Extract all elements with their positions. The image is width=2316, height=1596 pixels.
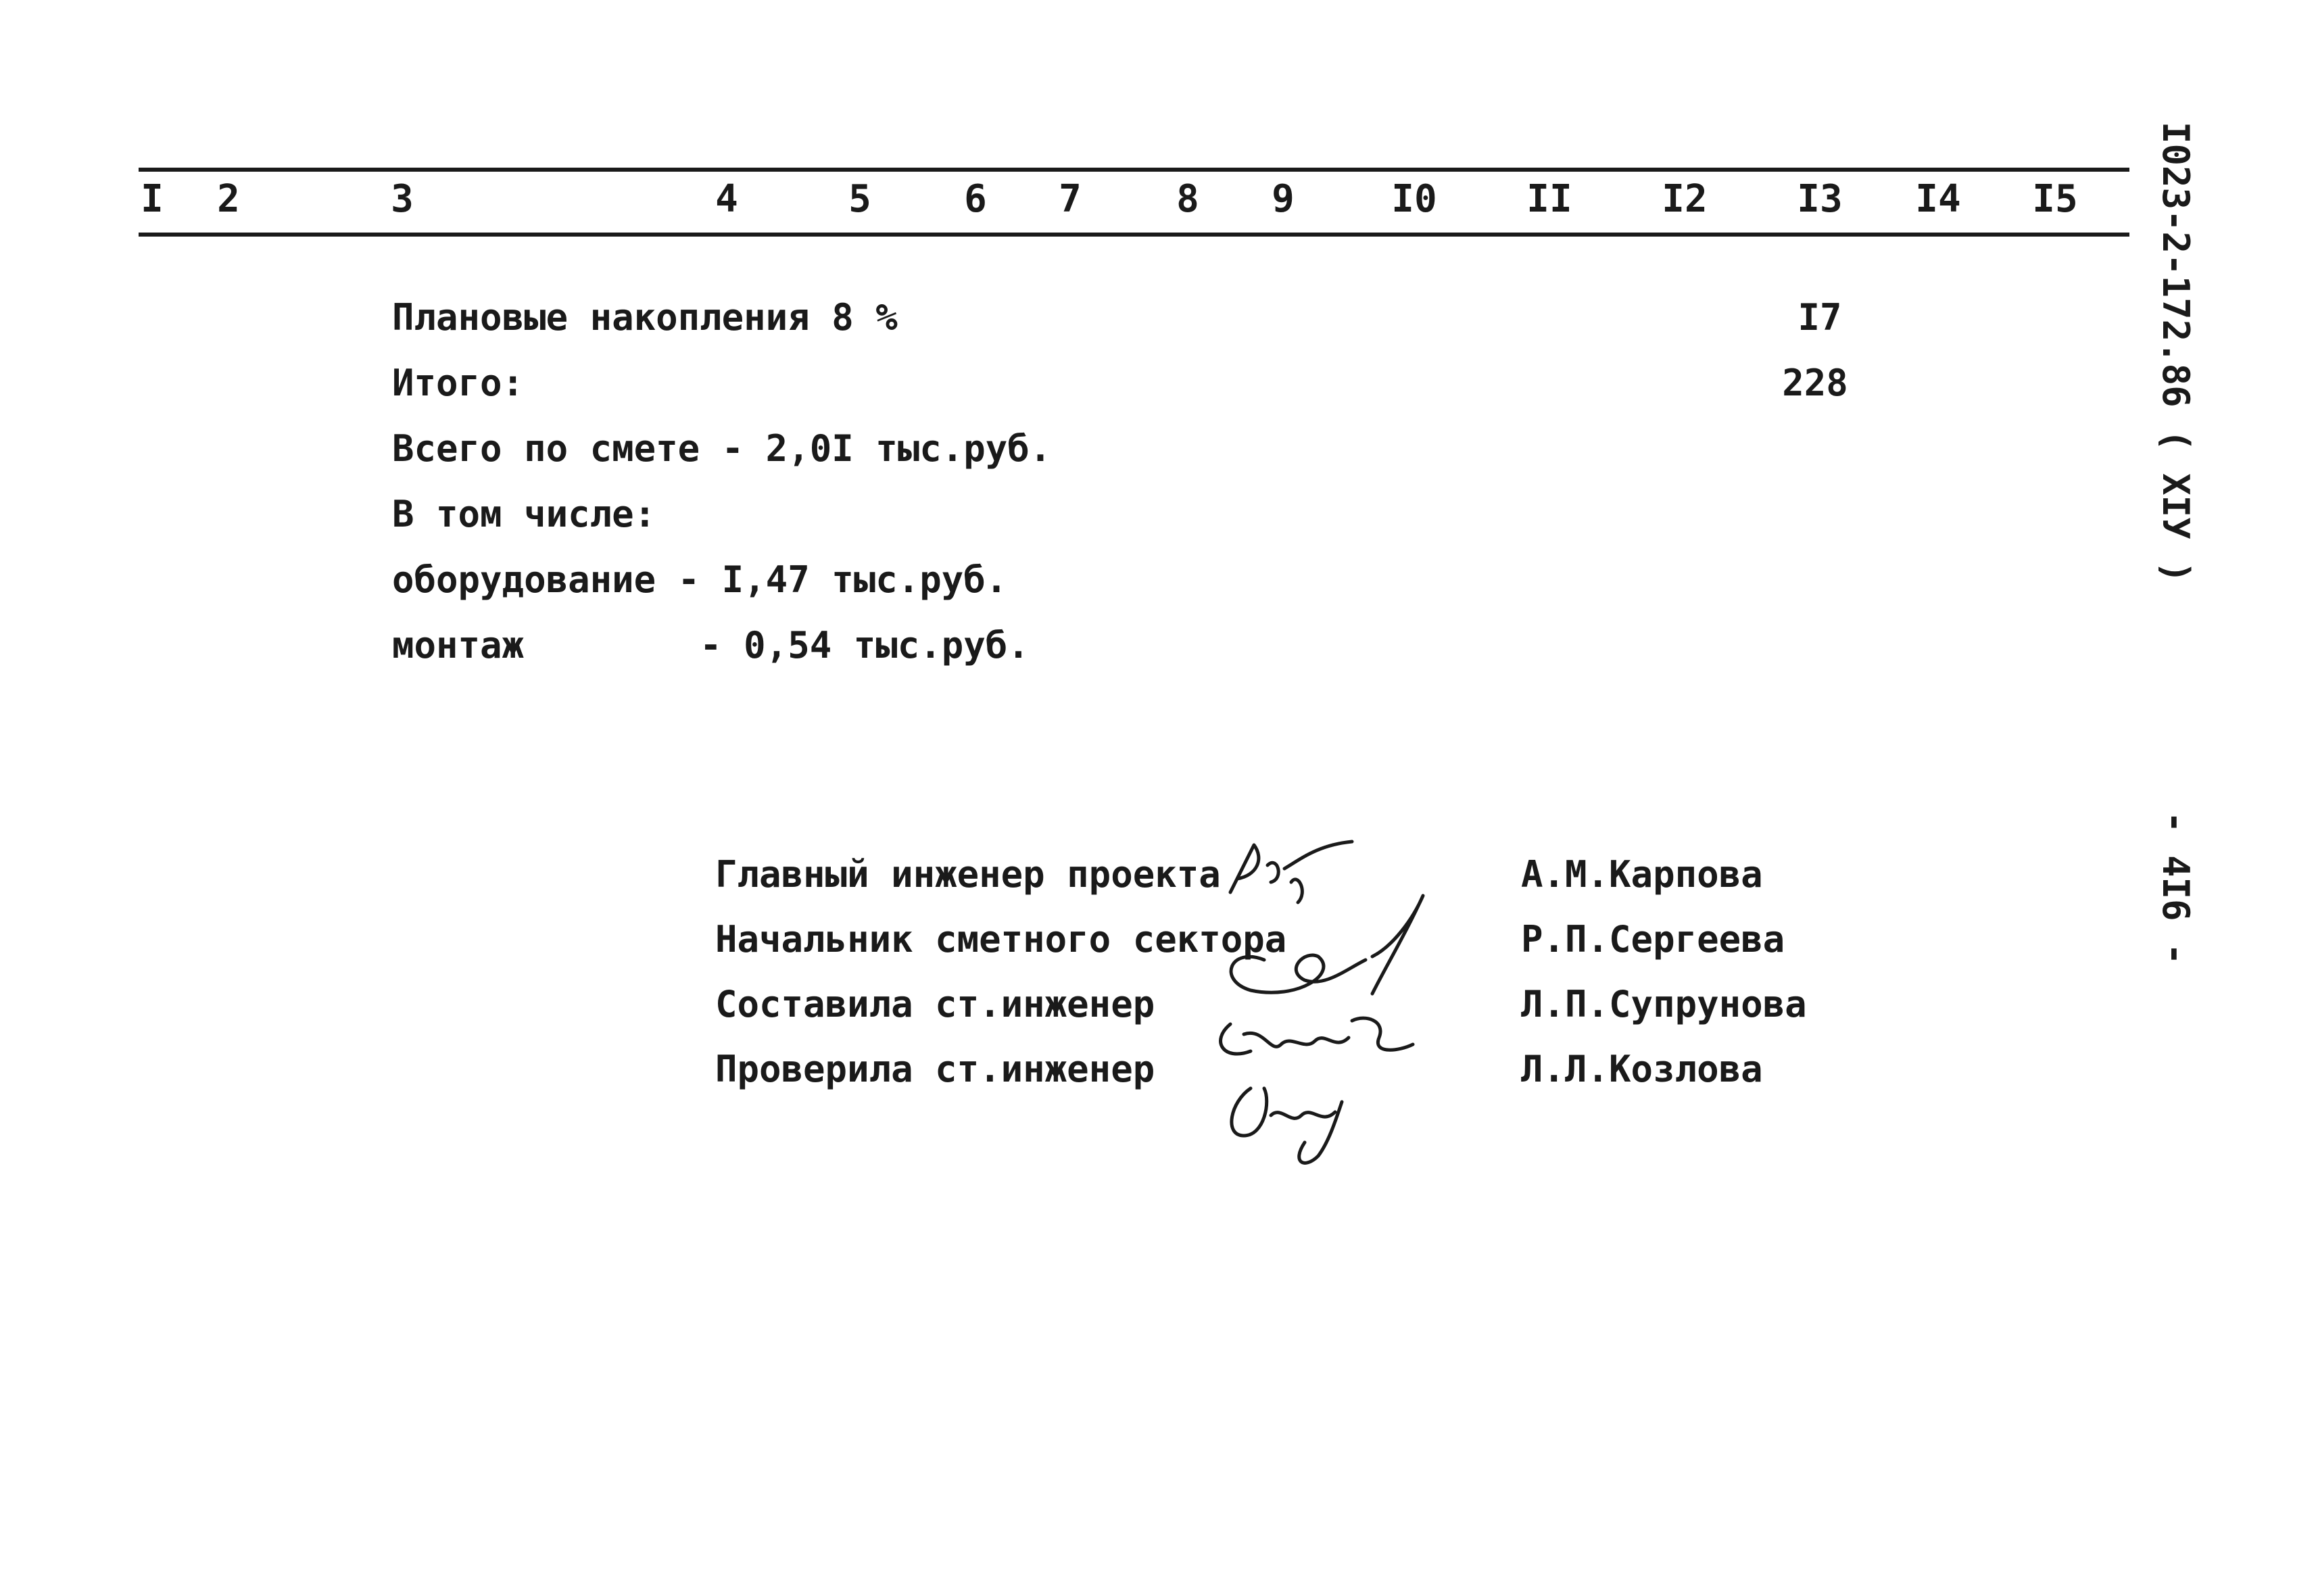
signature-karpova	[1230, 842, 1352, 902]
summary-line-total: Итого:	[392, 362, 525, 404]
signatory-name: Л.Л.Козлова	[1521, 1048, 1763, 1090]
signatory-role: Проверила ст.инженер	[715, 1048, 1155, 1090]
column-number: 3	[391, 177, 414, 221]
column-number: 8	[1176, 177, 1199, 221]
signatory-name: А.М.Карпова	[1521, 853, 1763, 896]
column-number: I0	[1391, 177, 1437, 221]
column-number: I	[141, 177, 164, 221]
signature-sergeeva	[1231, 896, 1423, 994]
signatory-role: Главный инженер проекта	[715, 853, 1221, 896]
handwritten-signatures	[1190, 818, 1514, 1169]
column-number: 6	[964, 177, 987, 221]
column-number: I3	[1797, 177, 1843, 221]
column-number: 2	[217, 177, 240, 221]
column-number: I2	[1662, 177, 1708, 221]
signatory-role: Составила ст.инженер	[715, 983, 1155, 1025]
column-number: 7	[1059, 177, 1082, 221]
signature-suprunova	[1221, 1018, 1413, 1054]
summary-value: 228	[1782, 362, 1848, 404]
column-number: 4	[715, 177, 738, 221]
signatory-name: Р.П.Сергеева	[1521, 918, 1785, 961]
summary-line-installation: монтаж - 0,54 тыс.руб.	[392, 624, 1030, 667]
column-number: I5	[2032, 177, 2078, 221]
column-number: II	[1526, 177, 1572, 221]
summary-line-equipment: оборудование - I,47 тыс.руб.	[392, 558, 1008, 601]
signatory-name: Л.П.Супрунова	[1521, 983, 1807, 1025]
signature-kozlova	[1232, 1088, 1342, 1163]
signatory-role: Начальник сметного сектора	[715, 918, 1287, 961]
table-bottom-rule	[139, 233, 2129, 237]
column-number: I4	[1915, 177, 1961, 221]
page-number: - 4I6 -	[2154, 811, 2197, 965]
summary-value: I7	[1798, 296, 1842, 339]
summary-line-grand-total: Всего по смете - 2,0I тыс.руб.	[392, 427, 1052, 470]
table-top-rule	[139, 168, 2129, 172]
document-code: I023-2-172.86 ( XIУ )	[2154, 122, 2197, 583]
summary-line-planned-savings: Плановые накопления 8 %	[392, 296, 898, 339]
column-number: 9	[1272, 177, 1295, 221]
column-number: 5	[848, 177, 871, 221]
summary-line-including: В том числе:	[392, 493, 656, 535]
